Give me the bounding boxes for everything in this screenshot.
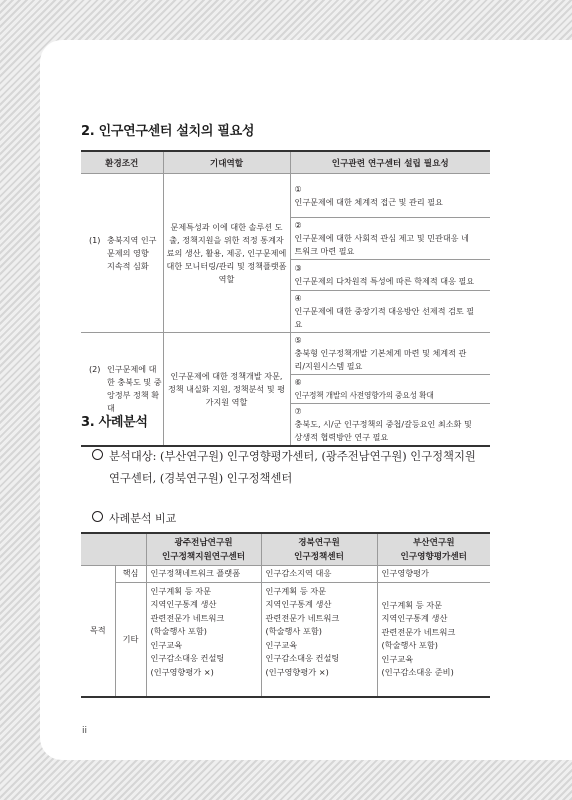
table-row [81,566,490,583]
necessity-table [81,150,490,447]
env-text: 충북지역 인구문제의 영향 지속적 심화 [107,234,157,271]
header-empty [81,533,146,566]
header-role: 기대역할 [163,151,290,174]
analysis-line-1: 분석대상: (부산연구원) 인구영향평가센터, (광주전남연구원) 인구정책지원 [109,450,476,463]
role-cell-2: 인구문제에 대한 정책개발 자문, 정책 내실화 지원, 정책분석 및 평가지원 역할 [163,333,290,447]
env-number: (2) [89,364,101,374]
core-cell: 인구감소지역 대응 [261,566,377,583]
env-text: 인구문제에 대한 충북도 및 중앙정부 정책 확대 [107,364,162,413]
core-cell: 인구정책네트워크 플랫폼 [146,566,261,583]
need-cell: ⑤충북형 인구정책개발 기본체계 마련 및 체계적 관리/지원시스템 필요 [290,333,490,375]
need-cell: ④인구문제에 대한 중장기적 대응방안 선제적 검토 필요 [290,291,490,333]
table-header-row [81,533,490,566]
core-cell: 인구영향평가 [377,566,490,583]
analysis-line-2: 연구센터, (경북연구원) 인구정책센터 [109,472,293,485]
table-row [81,174,490,218]
other-cell: 인구계획 등 자문 지역인구통계 생산 관련전문가 네트워크 (학술행사 포함) 인구교육 (인구감소대응 준비) [377,582,490,697]
table-row [81,333,490,375]
header-need: 인구관련 연구센터 설립 필요성 [290,151,490,174]
section-3-heading: 3. 사례분석 [81,415,148,430]
env-cell-1 [81,174,163,333]
core-label: 핵심 [115,566,146,583]
purpose-label: 목적 [81,566,115,698]
need-cell: ⑥인구정책 개발의 사전영향가의 중요성 확대 [290,375,490,404]
other-cell: 인구계획 등 자문 지역인구통계 생산 관련전문가 네트워크 (학술행사 포함) 인구교육 인구감소대응 컨설팅 (인구영향평가 ×) [146,582,261,697]
case-comparison-title [92,510,176,526]
header-gyeongbuk: 경북연구원 인구정책센터 [261,533,377,566]
other-label: 기타 [115,582,146,697]
bullet-circle-icon [92,511,103,522]
need-cell: ③인구문제의 다차원적 특성에 따른 학제적 대응 필요 [290,260,490,291]
page-number: ii [82,726,88,736]
need-cell: ②인구문제에 대한 사회적 관심 제고 및 민관대응 네트워크 마련 필요 [290,218,490,260]
bullet-circle-icon [92,449,103,460]
section-2-heading: 2. 인구연구센터 설치의 필요성 [81,124,255,139]
header-busan: 부산연구원 인구영향평가센터 [377,533,490,566]
need-cell: ①인구문제에 대한 체계적 접근 및 관리 필요 [290,174,490,218]
table-header-row [81,151,490,174]
env-number: (1) [89,234,101,245]
case-comparison-label: 사례분석 비교 [109,512,177,525]
analysis-targets [92,446,502,490]
header-gwangju: 광주전남연구원 인구정책지원연구센터 [146,533,261,566]
role-cell-1: 문제특성과 이에 대한 솔루션 도출, 정책지원을 위한 적정 통계자료의 생산, 활용, 제공, 인구문제에 대한 모니터링/관리 및 정책플랫폼 역할 [163,174,290,333]
other-cell: 인구계획 등 자문 지역인구통계 생산 관련전문가 네트워크 (학술행사 포함) 인구교육 인구감소대응 컨설팅 (인구영향평가 ×) [261,582,377,697]
need-cell: ⑦충북도, 시/군 인구정책의 중첩/갈등요인 최소화 및 상생적 협력방안 연구 필요 [290,404,490,447]
header-env: 환경조건 [81,151,163,174]
case-comparison-table [81,532,490,698]
table-row [81,582,490,697]
